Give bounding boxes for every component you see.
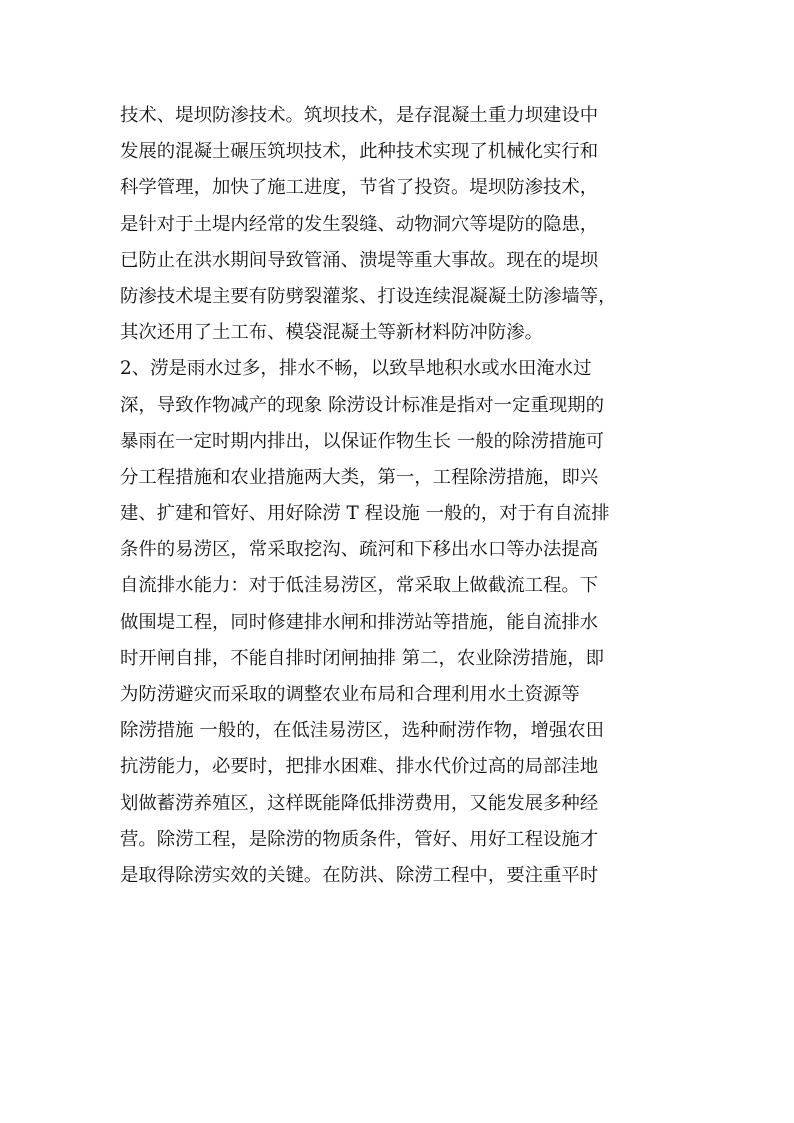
text-line: 2、涝是雨水过多，排水不畅，以致旱地积水或水田淹水过 — [120, 358, 592, 380]
text-line: 营。除涝工程，是除涝的物质条件，管好、用好工程设施才 — [120, 828, 599, 850]
text-line: 防渗技术堤主要有防劈裂灌浆、打设连续混凝凝土防渗墙等， — [120, 285, 617, 307]
text-line: 深，导致作物减产的现象 除涝设计标准是指对一定重现期的 — [120, 394, 605, 416]
text-line: 其次还用了土工布、模袋混凝土等新材料防冲防渗。 — [120, 322, 543, 344]
text-line: 发展的混凝土碾压筑坝技术，此种技术实现了机械化实行和 — [120, 141, 599, 163]
text-line: 做围堤工程，同时修建排水闸和排涝站等措施，能自流排水 — [120, 611, 599, 633]
text-line: 时开闸自排，不能自排时闭闸抽排 第二，农业除涝措施，即 — [120, 647, 605, 669]
text-line: 为防涝避灾而采取的调整农业布局和合理利用水土资源等 — [120, 684, 580, 705]
text-line: 建、扩建和管好、用好除涝 T 程设施 一般的，对于有自流排 — [120, 503, 610, 525]
text-line: 暴雨在一定时期内排出，以保证作物生长 一般的除涝措施可 — [120, 430, 605, 452]
text-line: 自流排水能力：对于低洼易涝区，常采取上做截流工程。下 — [120, 575, 599, 597]
text-line: 除涝措施 一般的，在低洼易涝区，选种耐涝作物，增强农田 — [120, 720, 605, 742]
text-line: 科学管理，加快了施工进度，节省了投资。堤坝防渗技术， — [120, 177, 599, 199]
body-text — [120, 98, 680, 894]
text-line: 技术、堤坝防渗技术。筑坝技术，是存混凝土重力坝建设中 — [120, 105, 599, 126]
text-line: 抗涝能力，必要时，把排水困难、排水代价过高的局部洼地 — [120, 756, 599, 778]
text-line: 条件的易涝区，常采取挖沟、疏河和下移出水口等办法提高 — [120, 539, 599, 561]
text-line: 已防止在洪水期间导致管涌、溃堤等重大事故。现在的堤坝 — [120, 249, 599, 271]
text-line: 是取得除涝实效的关键。在防洪、除涝工程中，要注重平时 — [120, 864, 599, 886]
text-line: 是针对于土堤内经常的发生裂缝、动物洞穴等堤防的隐患， — [120, 213, 599, 235]
text-line: 分工程措施和农业措施两大类，第一，工程除涝措施，即兴 — [120, 466, 599, 488]
text-line: 划做蓄涝养殖区，这样既能降低排涝费用，又能发展多种经 — [120, 792, 599, 814]
